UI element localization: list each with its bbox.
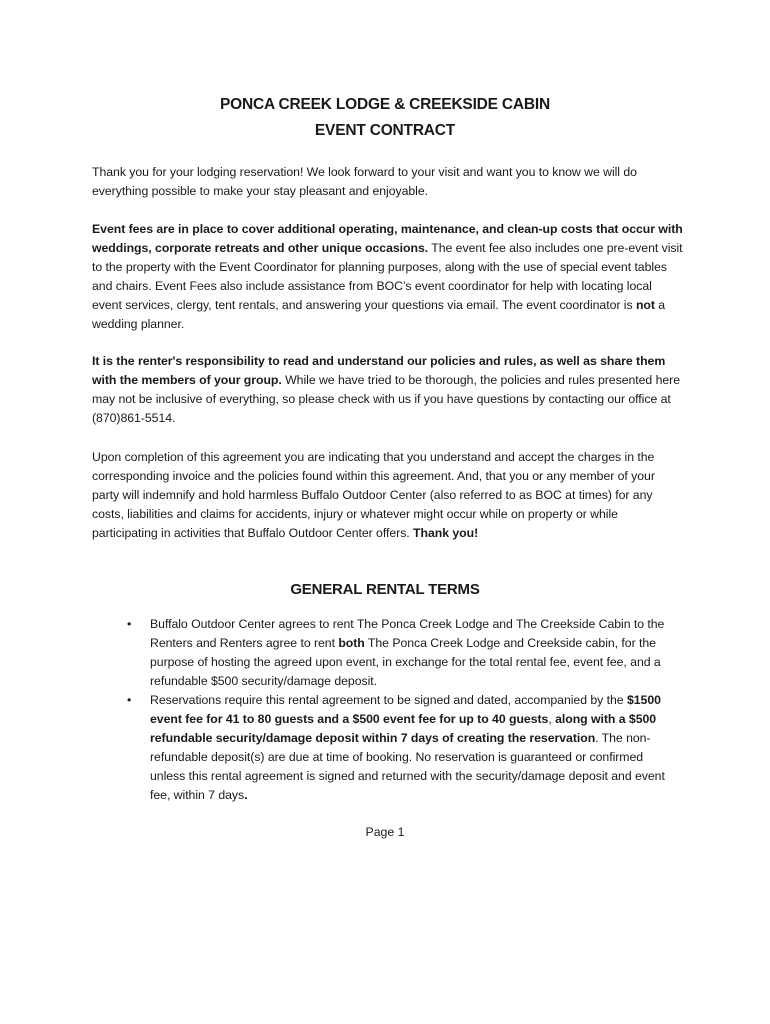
term-text-end: . The non-refundable deposit(s) are due at time of booking. No reservation is guaranteed or confirmed unless this rental agreement is signed and returned with the security/damage deposit and event fee, within 7 days [150, 731, 665, 802]
intro-text: Thank you for your lodging reservation! We look forward to your visit and want you to know we will do everything possible to make your stay pleasant and enjoyable. [92, 165, 637, 198]
term-text: Reservations require this rental agreement to be signed and dated, accompanied by the [150, 693, 627, 707]
term-comma: , [548, 712, 552, 726]
document-subtitle: EVENT CONTRACT [314, 122, 456, 139]
rental-terms-list [122, 615, 672, 805]
bullet-icon: • [127, 693, 132, 707]
term-bold-both: both [338, 636, 365, 650]
list-item [122, 615, 672, 691]
term-bold-fees: $1500 event fee for 41 to 80 guests and a $500 event fee for up to 40 guests [150, 693, 661, 726]
event-fees-not-emphasis: not [635, 298, 655, 312]
responsibility-text: While we have tried to be thorough, the policies and rules presented here may not be inclusive of everything, so please check with us if you have questions by contacting our office at (870)861-5514. [92, 373, 680, 425]
agreement-paragraph [92, 448, 684, 543]
term-text: Buffalo Outdoor Center agrees to rent The Ponca Creek Lodge and The Creekside Cabin to the Renters and Renters agree to rent [150, 617, 665, 650]
event-fees-bold-text: Event fees are in place to cover additional operating, maintenance, and clean-up costs that occur with weddings, corporate retreats and other unique occasions. [92, 222, 683, 255]
term-text-end: The Ponca Creek Lodge and Creekside cabin, for the purpose of hosting the agreed upon event, in exchange for the total rental fee, event fee, and a refundable $500 security/damage deposit. [150, 636, 661, 688]
rental-terms-heading: GENERAL RENTAL TERMS [290, 581, 480, 598]
responsibility-bold-text: It is the renter's responsibility to read and understand our policies and rules, as well as share them with the members of your group. [92, 354, 666, 387]
event-fees-text-end: a wedding planner. [92, 298, 666, 331]
agreement-thanks: Thank you! [413, 526, 479, 540]
term-bold-deposit: along with a $500 refundable security/damage deposit within 7 days of creating the reservation [150, 712, 657, 745]
term-bold-period: . [244, 788, 248, 802]
intro-paragraph [92, 163, 684, 201]
responsibility-paragraph [92, 352, 684, 428]
agreement-text: Upon completion of this agreement you are indicating that you understand and accept the charges in the corresponding invoice and the policies found within this agreement. And, that you or any member of your party will indemnify and hold harmless Buffalo Outdoor Center (also referred to as BOC at times) for any costs, liabilities and claims for accidents, injury or whatever might occur while on property or while participating in activities that Buffalo Outdoor Center offers. [92, 450, 655, 540]
event-fees-text: The event fee also includes one pre-event visit to the property with the Event Coordinator for planning purposes, along with the use of special event tables and chairs. Event Fees also include assistance from BOC’s event coordinator for help with locating local event services, clergy, tent rentals, and answering your questions via email. The event coordinator is [92, 241, 683, 312]
document-title: PONCA CREEK LODGE & CREEKSIDE CABIN [219, 96, 550, 113]
event-fees-paragraph [92, 220, 684, 334]
bullet-icon: • [127, 617, 132, 631]
page-number: Page 1 [365, 825, 405, 839]
list-item [122, 691, 672, 805]
